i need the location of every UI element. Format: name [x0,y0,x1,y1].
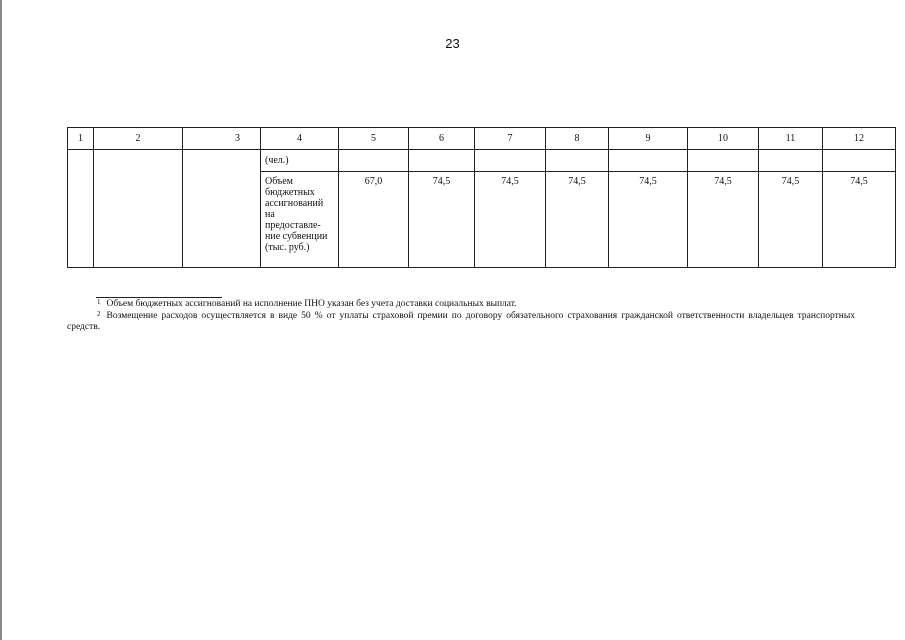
indicator-unit-cell: (чел.) [261,150,339,172]
table-cell-empty [759,150,823,172]
column-number: 9 [609,128,688,150]
indicator-description-cell [261,172,339,268]
column-number: 12 [823,128,896,150]
value-cell: 74,5 [409,172,475,268]
value-cell: 74,5 [546,172,609,268]
column-number: 5 [339,128,409,150]
column-number: 11 [759,128,823,150]
table-cell-empty [409,150,475,172]
table-cell-empty [546,150,609,172]
column-number: 10 [688,128,759,150]
description-line: на [265,209,275,220]
description-line: бюджетных [265,187,315,198]
footnote-text: Объем бюджетных ассигнований на исполнение ПНО указан без учета доставки социальных выплат. [106,299,517,309]
page-left-edge [0,0,2,640]
column-number: 8 [546,128,609,150]
value-cell: 74,5 [759,172,823,268]
description-line: ассигнований [265,198,324,209]
column-number: 7 [475,128,546,150]
value-cell: 74,5 [475,172,546,268]
table-cell-empty [68,150,94,268]
table-cell-empty [339,150,409,172]
table-cell-empty [823,150,896,172]
table-cell-empty [475,150,546,172]
table-cell-empty [609,150,688,172]
value-cell: 74,5 [823,172,896,268]
column-number: 1 [68,128,94,150]
value-cell: 74,5 [609,172,688,268]
table-cell-empty [94,150,183,268]
footnotes [67,299,855,334]
page-number: 23 [445,36,460,51]
value-cell: 67,0 [339,172,409,268]
budget-table [67,127,896,268]
column-number: 2 [94,128,183,150]
description-line: предоставле- [265,220,321,231]
footnote-1 [67,299,855,311]
description-line: Объем [265,176,293,187]
footnote-mark: 1 [97,298,101,306]
column-number: 3 [183,128,261,150]
column-number: 6 [409,128,475,150]
column-number: 4 [261,128,339,150]
table-cell-empty [183,150,261,268]
column-number-row [68,128,896,150]
footnote-separator [96,297,222,298]
description-line: ние субвенции [265,231,328,242]
table-cell-empty [688,150,759,172]
footnote-2 [67,311,855,334]
footnote-mark: 2 [97,309,101,318]
table-row-persons [68,150,896,172]
footnote-text: Возмещение расходов осуществляется в виде 50 % от уплаты страховой премии по договору обязательного страхования гражданской ответственности владельцев транспортных средств. [67,310,855,332]
description-line: (тыс. руб.) [265,242,310,253]
value-cell: 74,5 [688,172,759,268]
